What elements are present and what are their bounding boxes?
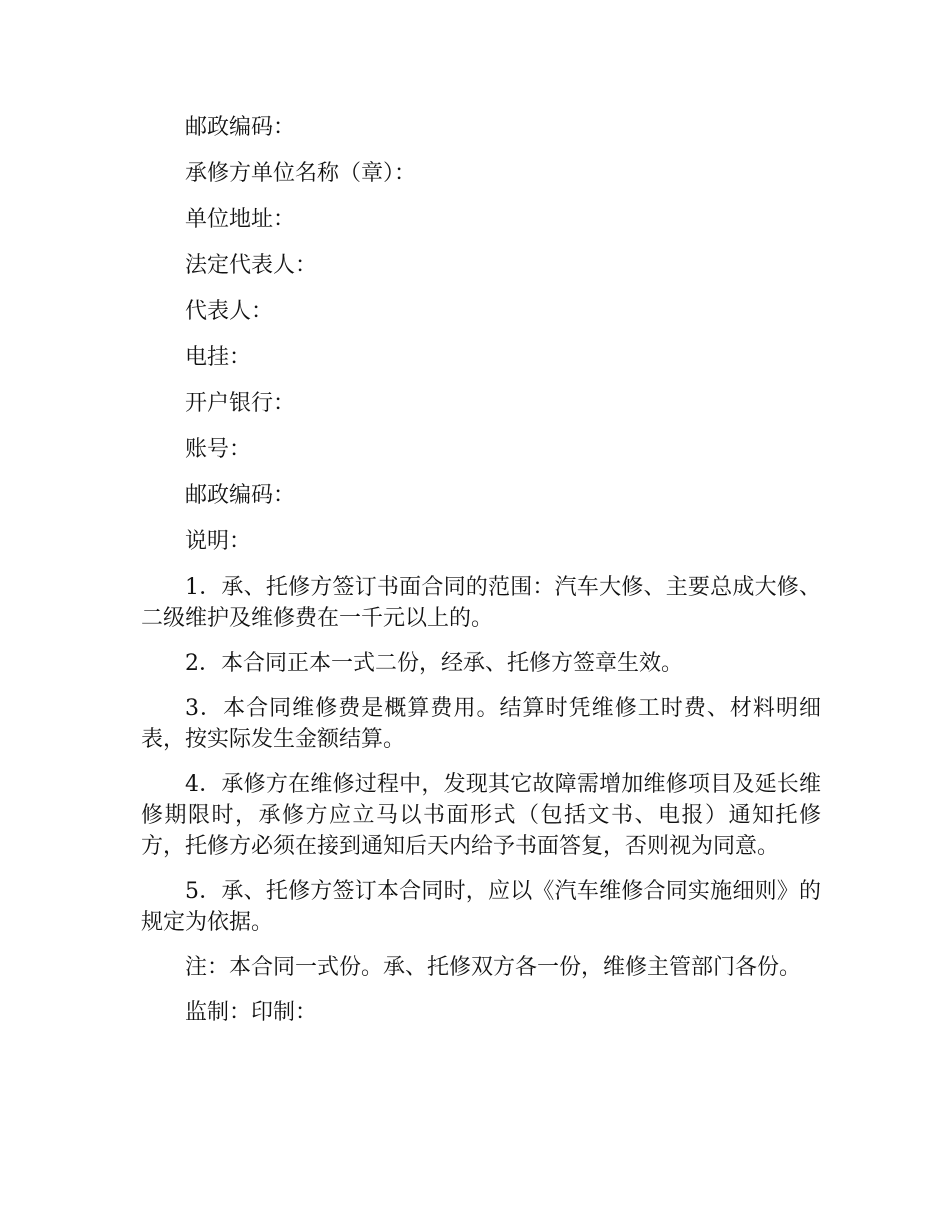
document-content bbox=[141, 112, 821, 1029]
notes-heading: 说明： bbox=[185, 529, 252, 554]
representative-field: 代表人： bbox=[185, 299, 274, 324]
note-item-5: 5．承、托修方签订本合同时，应以《汽车维修合同实施细则》的规定为依据。 bbox=[141, 879, 821, 935]
bank-field: 开户银行： bbox=[185, 391, 296, 416]
note-item-2: 2．本合同正本一式二份，经承、托修方签章生效。 bbox=[185, 651, 683, 676]
repairer-company-name-field: 承修方单位名称（章）： bbox=[185, 161, 417, 186]
telegraph-field: 电挂： bbox=[185, 345, 252, 370]
note-item-1: 1．承、托修方签订书面合同的范围：汽车大修、主要总成大修、二级维护及维修费在一千元以上的。 bbox=[141, 575, 821, 631]
legal-representative-field: 法定代表人： bbox=[185, 253, 318, 278]
note-item-3: 3．本合同维修费是概算费用。结算时凭维修工时费、材料明细表，按实际发生金额结算。 bbox=[141, 696, 821, 752]
note-item-4: 4．承修方在维修过程中，发现其它故障需增加维修项目及延长维修期限时，承修方应立马以书面形式（包括文书、电报）通知托修方，托修方必须在接到通知后天内给予书面答复，否则视为同意。 bbox=[141, 772, 821, 859]
postal-code-field-b: 邮政编码： bbox=[185, 483, 296, 508]
supervision-printing-line: 监制：印制： bbox=[185, 1000, 318, 1025]
postal-code-field-a: 邮政编码： bbox=[185, 115, 296, 140]
company-address-field: 单位地址： bbox=[185, 207, 296, 232]
account-number-field: 账号： bbox=[185, 437, 252, 462]
contract-copies-note: 注：本合同一式份。承、托修双方各一份，维修主管部门各份。 bbox=[185, 955, 802, 980]
